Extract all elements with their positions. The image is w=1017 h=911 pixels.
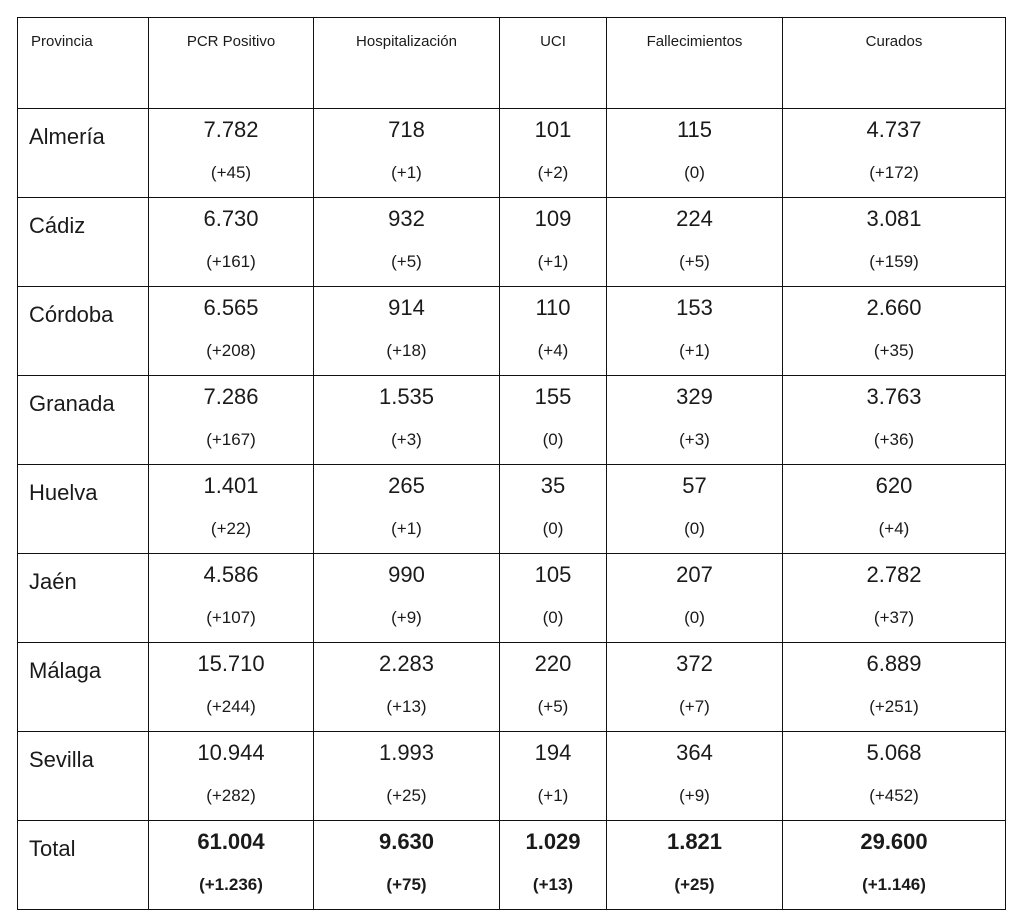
cell-hospitalizacion (314, 821, 500, 910)
province-name: Málaga (18, 643, 149, 732)
province-name: Sevilla (18, 732, 149, 821)
cell-value: 6.565 (203, 295, 259, 320)
cell-pcr-positivo (149, 554, 314, 643)
cell-pcr-positivo (149, 109, 314, 198)
cell-value: 372 (676, 651, 713, 676)
cell-value: 220 (534, 651, 572, 676)
cell-delta: (+75) (386, 875, 427, 894)
cell-value: 6.889 (866, 651, 922, 676)
cell-hospitalizacion (314, 109, 500, 198)
cell-value: 364 (676, 740, 713, 765)
cell-value: 329 (676, 384, 713, 409)
cell-fallecimientos (607, 198, 783, 287)
province-name: Cádiz (18, 198, 149, 287)
cell-delta: (0) (684, 519, 705, 538)
cell-fallecimientos (607, 732, 783, 821)
cell-value: 1.029 (525, 829, 581, 854)
cell-value: 109 (534, 206, 572, 231)
table-row (18, 732, 1006, 821)
cell-value: 2.782 (866, 562, 922, 587)
cell-value: 110 (535, 295, 571, 320)
cell-hospitalizacion (314, 287, 500, 376)
cell-delta: (+244) (206, 697, 256, 716)
table-row (18, 287, 1006, 376)
cell-delta: (+1) (391, 519, 422, 538)
cell-hospitalizacion (314, 198, 500, 287)
cell-delta: (+1) (391, 163, 422, 182)
cell-value: 57 (682, 473, 707, 498)
cell-delta: (+45) (210, 163, 252, 182)
cell-value: 194 (534, 740, 572, 765)
cell-pcr-positivo (149, 376, 314, 465)
cell-delta: (+5) (391, 252, 422, 271)
cell-delta: (+3) (391, 430, 422, 449)
cell-value: 29.600 (860, 829, 928, 854)
cell-curados (783, 821, 1006, 910)
table-row (18, 198, 1006, 287)
cell-delta: (+13) (532, 875, 574, 894)
cell-delta: (+18) (386, 341, 427, 360)
province-name: Jaén (18, 554, 149, 643)
cell-value: 1.535 (378, 384, 435, 409)
cell-fallecimientos (607, 109, 783, 198)
cell-pcr-positivo (149, 643, 314, 732)
province-name: Almería (18, 109, 149, 198)
cell-curados (783, 109, 1006, 198)
cell-uci (500, 465, 607, 554)
cell-value: 153 (676, 295, 713, 320)
cell-delta: (0) (684, 163, 705, 182)
cell-hospitalizacion (314, 376, 500, 465)
cell-delta: (+22) (210, 519, 252, 538)
cell-value: 155 (534, 384, 572, 409)
cell-value: 914 (388, 295, 425, 320)
covid-table (17, 17, 1006, 910)
province-name: Córdoba (18, 287, 149, 376)
cell-delta: (+5) (537, 697, 569, 716)
cell-delta: (0) (542, 519, 564, 538)
cell-delta: (+35) (873, 341, 915, 360)
cell-value: 2.283 (378, 651, 435, 676)
cell-value: 15.710 (197, 651, 265, 676)
cell-value: 35 (540, 473, 566, 498)
cell-uci (500, 821, 607, 910)
table-row (18, 554, 1006, 643)
col-header-fallecimientos: Fallecimientos (607, 18, 783, 109)
total-row (18, 821, 1006, 910)
cell-pcr-positivo (149, 465, 314, 554)
cell-delta: (+208) (206, 341, 256, 360)
cell-fallecimientos (607, 376, 783, 465)
cell-value: 1.401 (203, 473, 259, 498)
cell-value: 10.944 (197, 740, 265, 765)
cell-delta: (+25) (386, 786, 427, 805)
cell-pcr-positivo (149, 198, 314, 287)
cell-delta: (+1) (537, 252, 569, 271)
cell-uci (500, 376, 607, 465)
cell-delta: (+4) (537, 341, 569, 360)
cell-delta: (0) (684, 608, 705, 627)
cell-value: 61.004 (197, 829, 265, 854)
cell-value: 4.586 (203, 562, 259, 587)
cell-pcr-positivo (149, 287, 314, 376)
cell-pcr-positivo (149, 821, 314, 910)
cell-fallecimientos (607, 821, 783, 910)
cell-delta: (+1) (537, 786, 569, 805)
cell-value: 1.821 (666, 829, 723, 854)
total-label: Total (18, 821, 149, 910)
col-header-curados: Curados (783, 18, 1006, 109)
cell-delta: (+4) (878, 519, 910, 538)
cell-uci (500, 198, 607, 287)
cell-delta: (+159) (869, 252, 919, 271)
cell-hospitalizacion (314, 643, 500, 732)
cell-value: 718 (388, 117, 425, 142)
cell-delta: (+107) (206, 608, 256, 627)
cell-value: 224 (676, 206, 713, 231)
province-name: Granada (18, 376, 149, 465)
cell-value: 3.081 (866, 206, 922, 231)
cell-delta: (+282) (206, 786, 256, 805)
cell-value: 207 (676, 562, 713, 587)
cell-curados (783, 554, 1006, 643)
table-row (18, 465, 1006, 554)
cell-delta: (+13) (386, 697, 427, 716)
cell-value: 4.737 (866, 117, 922, 142)
cell-delta: (+1.236) (199, 875, 263, 894)
cell-hospitalizacion (314, 465, 500, 554)
cell-hospitalizacion (314, 554, 500, 643)
cell-delta: (+25) (674, 875, 715, 894)
col-header-pcr-positivo: PCR Positivo (149, 18, 314, 109)
cell-value: 6.730 (203, 206, 259, 231)
col-header-hospitalizacion: Hospitalización (314, 18, 500, 109)
cell-delta: (+9) (391, 608, 422, 627)
cell-value: 101 (534, 117, 572, 142)
cell-hospitalizacion (314, 732, 500, 821)
cell-curados (783, 287, 1006, 376)
cell-value: 932 (388, 206, 425, 231)
cell-delta: (0) (542, 608, 564, 627)
cell-fallecimientos (607, 465, 783, 554)
cell-delta: (0) (542, 430, 564, 449)
cell-uci (500, 732, 607, 821)
cell-value: 105 (534, 562, 572, 587)
cell-value: 990 (388, 562, 425, 587)
cell-value: 5.068 (866, 740, 922, 765)
table-row (18, 643, 1006, 732)
cell-fallecimientos (607, 287, 783, 376)
col-header-uci: UCI (500, 18, 607, 109)
cell-delta: (+1) (679, 341, 710, 360)
cell-delta: (+7) (679, 697, 710, 716)
cell-curados (783, 198, 1006, 287)
cell-uci (500, 287, 607, 376)
cell-delta: (+172) (869, 163, 919, 182)
cell-value: 265 (388, 473, 425, 498)
table-row (18, 109, 1006, 198)
cell-delta: (+167) (206, 430, 256, 449)
cell-value: 7.782 (203, 117, 259, 142)
cell-value: 620 (875, 473, 913, 498)
cell-delta: (+36) (873, 430, 915, 449)
cell-fallecimientos (607, 643, 783, 732)
cell-value: 115 (676, 117, 713, 142)
cell-delta: (+251) (869, 697, 919, 716)
col-header-provincia: Provincia (18, 18, 149, 109)
cell-value: 1.993 (378, 740, 435, 765)
cell-delta: (+2) (537, 163, 569, 182)
cell-delta: (+1.146) (862, 875, 926, 894)
cell-curados (783, 376, 1006, 465)
cell-curados (783, 465, 1006, 554)
cell-pcr-positivo (149, 732, 314, 821)
cell-uci (500, 109, 607, 198)
cell-curados (783, 732, 1006, 821)
cell-delta: (+161) (206, 252, 256, 271)
cell-delta: (+9) (679, 786, 710, 805)
cell-value: 3.763 (866, 384, 922, 409)
cell-delta: (+5) (679, 252, 710, 271)
table-row (18, 376, 1006, 465)
cell-delta: (+452) (869, 786, 919, 805)
cell-value: 7.286 (203, 384, 259, 409)
header-row (18, 18, 1006, 109)
cell-delta: (+37) (873, 608, 915, 627)
cell-uci (500, 643, 607, 732)
cell-value: 9.630 (378, 829, 435, 854)
province-name: Huelva (18, 465, 149, 554)
cell-delta: (+3) (679, 430, 710, 449)
cell-curados (783, 643, 1006, 732)
cell-fallecimientos (607, 554, 783, 643)
cell-uci (500, 554, 607, 643)
cell-value: 2.660 (866, 295, 922, 320)
